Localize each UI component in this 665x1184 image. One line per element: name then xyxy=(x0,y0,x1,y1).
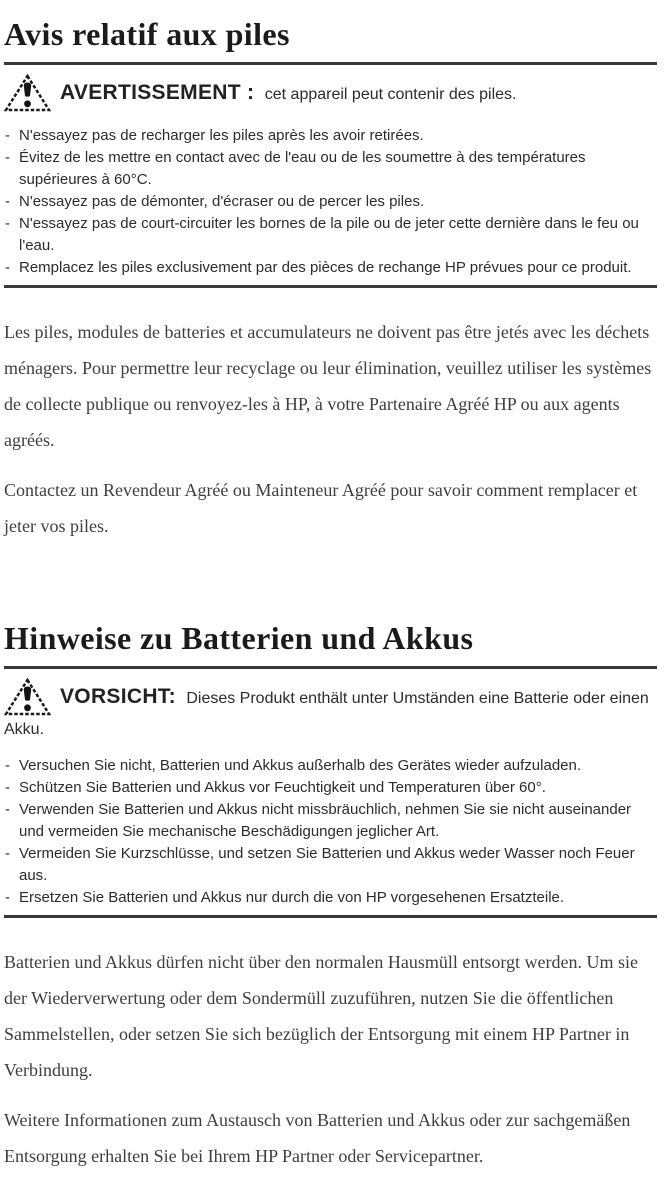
warning-list-item: - N'essayez pas de démonter, d'écraser ou de percer les piles. xyxy=(4,191,657,213)
body-text-fr xyxy=(4,314,657,544)
warning-list-item: - Schützen Sie Batterien und Akkus vor Feuchtigkeit und Temperaturen über 60°. xyxy=(4,777,657,799)
divider-bottom-fr xyxy=(4,285,657,288)
divider-top-fr xyxy=(4,62,657,65)
paragraph: Weitere Informationen zum Austausch von Batterien und Akkus oder zur sachgemäßen Entsorgung erhalten Sie bei Ihrem HP Partner oder Servicepartner. xyxy=(4,1110,631,1166)
warning-list-item: - Ersetzen Sie Batterien und Akkus nur durch die von HP vorgesehenen Ersatzteile. xyxy=(4,887,657,909)
divider-bottom-de xyxy=(4,915,657,918)
section-battery-notice-de xyxy=(4,618,657,1174)
warning-list-item: - Remplacez les piles exclusivement par des pièces de rechange HP prévues pour ce produit. xyxy=(4,257,657,279)
warning-triangle-icon xyxy=(4,678,51,716)
warning-header-de xyxy=(4,677,657,743)
warning-list-item: - Versuchen Sie nicht, Batterien und Akkus außerhalb des Gerätes wieder aufzuladen. xyxy=(4,755,657,777)
warning-triangle-icon xyxy=(4,74,51,112)
warning-intro-fr: cet appareil peut contenir des piles. xyxy=(264,86,517,103)
divider-top-de xyxy=(4,666,657,669)
paragraph: Contactez un Revendeur Agréé ou Mainteneur Agréé pour savoir comment remplacer et jeter vos piles. xyxy=(4,480,638,536)
warning-box-de xyxy=(4,677,657,909)
warning-header-fr xyxy=(4,73,657,113)
page-title-fr: Avis relatif aux piles xyxy=(4,16,290,52)
warning-list-fr xyxy=(4,125,657,279)
warning-list-item: - N'essayez pas de court-circuiter les bornes de la pile ou de jeter cette dernière dans le feu ou l'eau. xyxy=(4,213,657,257)
warning-intro-de: Dieses Produkt enthält unter Umständen eine Batterie oder einen Akku. xyxy=(4,690,649,738)
warning-list-de xyxy=(4,755,657,909)
warning-list-item: - N'essayez pas de recharger les piles après les avoir retirées. xyxy=(4,125,657,147)
body-text-de xyxy=(4,944,657,1174)
page-title-de: Hinweise zu Batterien und Akkus xyxy=(4,620,474,656)
paragraph: Les piles, modules de batteries et accumulateurs ne doivent pas être jetés avec les déchets ménagers. Pour permettre leur recyclage ou leur élimination, veuillez utiliser les systèmes de collecte publique ou renvoyez-les à HP, à votre Partenaire Agréé HP ou aux agents agréés. xyxy=(4,322,652,450)
warning-list-item: - Évitez de les mettre en contact avec de l'eau ou de les soumettre à des températures supérieures à 60°C. xyxy=(4,147,657,191)
warning-box-fr xyxy=(4,73,657,279)
warning-list-item: - Vermeiden Sie Kurzschlüsse, und setzen Sie Batterien und Akkus weder Wasser noch Feuer aus. xyxy=(4,843,657,887)
warning-label-de: VORSICHT: xyxy=(60,685,176,708)
section-battery-notice-fr xyxy=(4,14,657,544)
warning-list-item: - Verwenden Sie Batterien und Akkus nicht missbräuchlich, nehmen Sie sie nicht auseinander und vermeiden Sie mechanische Beschädigungen jeglicher Art. xyxy=(4,799,657,843)
paragraph: Batterien und Akkus dürfen nicht über den normalen Hausmüll entsorgt werden. Um sie der Wiederverwertung oder dem Sondermüll zuzuführen, nutzen Sie die öffentlichen Sammelstellen, oder setzen Sie sich bezüglich der Entsorgung mit einem HP Partner in Verbindung. xyxy=(4,952,639,1080)
warning-label-fr: AVERTISSEMENT : xyxy=(60,81,255,104)
